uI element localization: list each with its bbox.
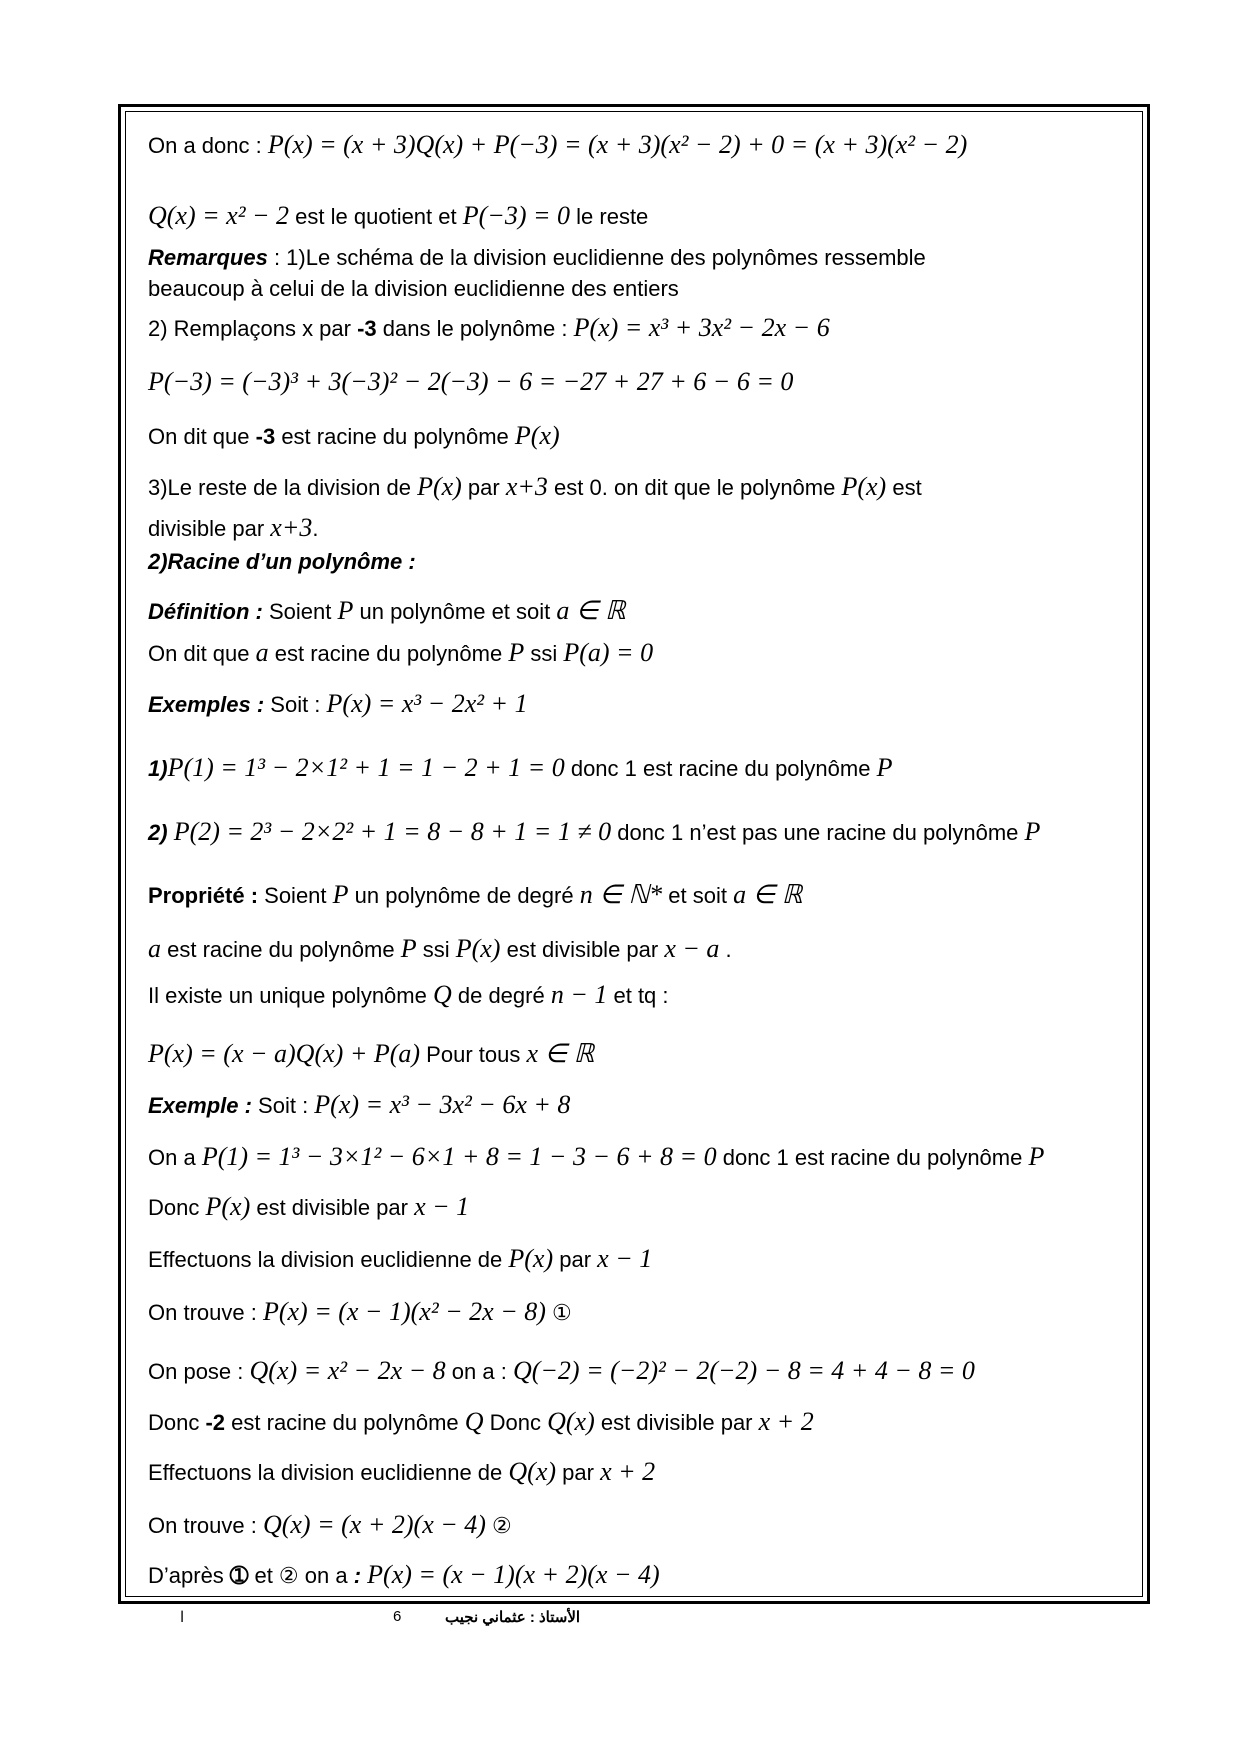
math-expression: P	[1028, 1142, 1045, 1171]
text-line	[148, 1407, 814, 1438]
text-segment: est racine du polynôme	[275, 424, 515, 449]
text-segment: On a donc :	[148, 133, 268, 158]
math-expression: P(1) = 1³ − 3×1² − 6×1 + 8 = 1 − 3 − 6 + 8 = 0	[201, 1142, 717, 1171]
math-expression: n ∈ ℕ*	[579, 880, 663, 909]
text-segment: -3	[357, 316, 377, 341]
text-segment: est racine du polynôme	[225, 1410, 465, 1435]
text-segment: Soient	[258, 883, 333, 908]
text-line	[148, 1457, 655, 1488]
text-line	[148, 421, 560, 452]
text-segment: Exemple :	[148, 1093, 252, 1118]
text-segment: par	[461, 475, 506, 500]
footer-mark: ا	[180, 1609, 185, 1626]
text-segment: On a	[148, 1145, 202, 1170]
text-segment: .	[719, 937, 732, 962]
math-expression: x − 1	[414, 1192, 470, 1221]
math-expression: x − 1	[597, 1244, 653, 1273]
text-segment: et soit	[662, 883, 734, 908]
math-expression: a	[148, 934, 161, 963]
math-expression: x ∈ ℝ	[526, 1039, 595, 1068]
text-line	[148, 753, 892, 784]
math-expression: P(x) = (x − 1)(x + 2)(x − 4)	[367, 1560, 660, 1589]
text-line	[148, 130, 967, 161]
math-expression: P(x) = x³ − 2x² + 1	[326, 689, 528, 718]
text-segment: 2)	[148, 820, 174, 845]
text-line	[148, 274, 679, 304]
text-segment: dans le polynôme :	[376, 316, 574, 341]
text-segment: D’après	[148, 1563, 230, 1588]
text-line	[148, 1560, 660, 1591]
math-expression: P(x)	[417, 472, 462, 501]
math-expression: P(−3) = 0	[462, 201, 571, 230]
text-segment: Pour tous	[420, 1042, 527, 1067]
text-segment: est	[886, 475, 922, 500]
text-segment: ①	[545, 1300, 572, 1325]
text-line	[148, 1142, 1044, 1173]
math-expression: P	[876, 753, 893, 782]
text-segment: Donc	[148, 1410, 206, 1435]
text-segment: ➀	[229, 1563, 249, 1588]
math-expression: n − 1	[550, 980, 608, 1009]
math-expression: P(x) = x³ + 3x² − 2x − 6	[573, 313, 830, 342]
text-segment: On dit que	[148, 641, 256, 666]
text-segment: est divisible par	[250, 1195, 415, 1220]
text-segment: -3	[255, 424, 276, 449]
math-expression: Q(x)	[547, 1407, 595, 1436]
text-line	[148, 313, 830, 344]
text-line	[148, 1039, 594, 1070]
math-expression: P	[1024, 817, 1041, 846]
text-segment: un polynôme et soit	[353, 599, 557, 624]
math-expression: x+3	[270, 513, 313, 542]
math-expression: P	[332, 880, 349, 909]
text-segment: on a :	[445, 1359, 513, 1384]
text-line	[148, 243, 926, 273]
text-segment: donc 1 est racine du polynôme	[716, 1145, 1029, 1170]
text-line	[148, 638, 653, 669]
text-segment: ssi	[416, 937, 456, 962]
text-segment: beaucoup à celui de la division euclidienne des entiers	[148, 276, 679, 301]
text-segment: Exemples :	[148, 692, 265, 717]
text-segment: donc 1 est racine du polynôme	[564, 756, 877, 781]
text-segment: divisible par	[148, 516, 271, 541]
math-expression: P(x) = x³ − 3x² − 6x + 8	[314, 1090, 571, 1119]
page-number: 6	[393, 1608, 402, 1625]
text-segment: On trouve :	[148, 1300, 263, 1325]
math-expression: x + 2	[758, 1407, 814, 1436]
text-line	[148, 1192, 469, 1223]
text-line	[148, 596, 626, 627]
math-expression: P(2) = 2³ − 2×2² + 1 = 8 − 8 + 1 = 1 ≠ 0	[173, 817, 612, 846]
text-line	[148, 980, 669, 1011]
math-expression: a	[255, 638, 269, 667]
text-line	[148, 934, 732, 965]
math-expression: P(x) = (x − 1)(x² − 2x − 8)	[262, 1297, 546, 1326]
text-segment: est 0. on dit que le polynôme	[547, 475, 842, 500]
text-segment: un polynôme de degré	[348, 883, 580, 908]
text-segment: est divisible par	[500, 937, 665, 962]
math-expression: x − a	[664, 934, 720, 963]
math-expression: Q(x) = (x + 2)(x − 4)	[262, 1510, 486, 1539]
text-segment: On pose :	[148, 1359, 250, 1384]
text-segment: est racine du polynôme	[268, 641, 509, 666]
text-segment: Donc	[148, 1195, 206, 1220]
math-expression: P(1) = 1³ − 2×1² + 1 = 1 − 2 + 1 = 0	[167, 753, 565, 782]
text-line	[148, 547, 416, 577]
math-expression: P(−3) = (−3)³ + 3(−3)² − 2(−3) − 6 = −27 + 27 + 6 − 6 = 0	[148, 367, 794, 396]
footer-author: الأستاذ : عثماني نجيب	[445, 1609, 581, 1626]
text-segment: On dit que	[148, 424, 256, 449]
text-segment: :	[353, 1563, 368, 1588]
math-expression: P(a) = 0	[563, 638, 654, 667]
math-expression: Q(x) = x² − 2	[148, 201, 290, 230]
math-expression: Q(x)	[508, 1457, 557, 1486]
math-expression: Q(x) = x² − 2x − 8	[249, 1356, 446, 1385]
text-segment: 3)Le reste de la division de	[148, 475, 418, 500]
text-line	[148, 1090, 570, 1121]
text-segment: ssi	[524, 641, 564, 666]
math-expression: a ∈ ℝ	[733, 880, 803, 909]
math-expression: P(x) = (x − a)Q(x) + P(a)	[148, 1039, 421, 1068]
text-line	[148, 1297, 572, 1328]
text-line	[148, 472, 922, 503]
text-line	[148, 513, 319, 544]
math-expression: Q	[464, 1407, 484, 1436]
text-segment: ②	[485, 1513, 512, 1538]
text-segment: Donc	[483, 1410, 548, 1435]
text-segment: Effectuons la division euclidienne de	[148, 1247, 509, 1272]
text-segment: est divisible par	[594, 1410, 759, 1435]
text-segment: et tq :	[607, 983, 669, 1008]
text-line	[148, 201, 648, 232]
text-line	[148, 367, 793, 398]
text-segment: donc 1 n’est pas une racine du polynôme	[611, 820, 1025, 845]
math-expression: Q(−2) = (−2)² − 2(−2) − 8 = 4 + 4 − 8 = 0	[512, 1356, 975, 1385]
text-segment: par	[556, 1460, 601, 1485]
text-segment: par	[553, 1247, 598, 1272]
text-segment: Soit :	[251, 1093, 315, 1118]
text-segment: Soit :	[264, 692, 327, 717]
math-expression: a ∈ ℝ	[556, 596, 626, 625]
math-expression: P	[400, 934, 417, 963]
math-expression: P(x)	[508, 1244, 554, 1273]
text-line	[148, 1244, 652, 1275]
math-expression: x + 2	[600, 1457, 656, 1486]
math-expression: Q	[432, 980, 452, 1009]
text-segment: On trouve :	[148, 1513, 263, 1538]
text-segment: 2)Racine d’un polynôme :	[148, 549, 416, 574]
text-line	[148, 1356, 975, 1387]
text-segment: 1)	[148, 756, 168, 781]
text-line	[148, 880, 802, 911]
text-segment: Effectuons la division euclidienne de	[148, 1460, 509, 1485]
text-segment: Remarques	[148, 245, 268, 270]
math-expression: P(x)	[841, 472, 887, 501]
math-expression: P(x)	[455, 934, 501, 963]
text-line	[148, 689, 528, 720]
text-segment: le reste	[570, 204, 649, 229]
text-segment: Définition :	[148, 599, 263, 624]
text-segment: de degré	[451, 983, 551, 1008]
text-line	[148, 817, 1040, 848]
math-expression: P	[508, 638, 525, 667]
text-segment: est le quotient et	[289, 204, 463, 229]
math-expression: x+3	[505, 472, 548, 501]
math-expression: P(x)	[514, 421, 560, 450]
text-segment: .	[312, 516, 319, 541]
text-segment: Soient	[262, 599, 338, 624]
math-expression: P(x)	[205, 1192, 251, 1221]
text-segment: : 1)Le schéma de la division euclidienne des polynômes ressemble	[267, 245, 926, 270]
text-segment: est racine du polynôme	[161, 937, 401, 962]
text-line	[148, 1510, 512, 1541]
text-segment: Propriété :	[148, 883, 259, 908]
text-segment: 2) Remplaçons x par	[148, 316, 358, 341]
math-expression: P(x) = (x + 3)Q(x) + P(−3) = (x + 3)(x² − 2) + 0 = (x + 3)(x² − 2)	[267, 130, 968, 159]
text-segment: Il existe un unique polynôme	[148, 983, 433, 1008]
text-segment: et ② on a	[248, 1563, 354, 1588]
text-segment: -2	[205, 1410, 226, 1435]
math-expression: P	[337, 596, 354, 625]
